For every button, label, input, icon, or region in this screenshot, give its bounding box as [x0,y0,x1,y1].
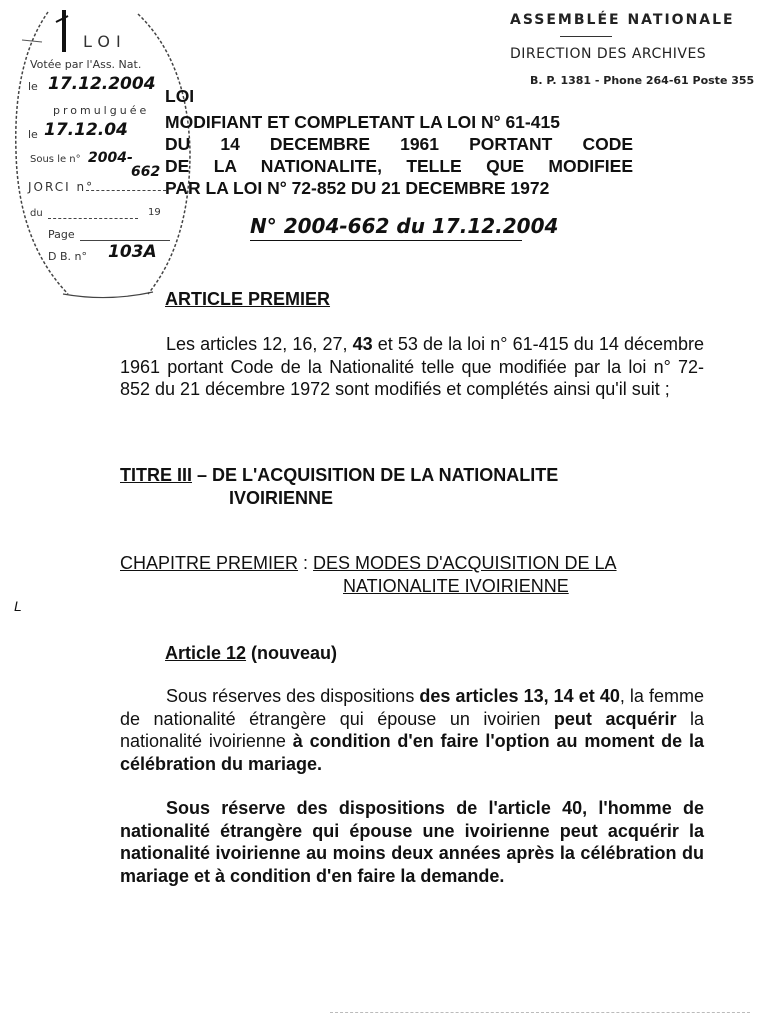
stamp-du-label: du [30,208,43,219]
header-direction: DIRECTION DES ARCHIVES [510,46,707,62]
stamp-vote-label: Votée par l'Ass. Nat. [30,58,142,71]
article-12-heading [165,643,337,664]
title-line-4: DE LA NATIONALITE, TELLE QUE MODIFIEE [165,156,633,176]
stamp-db-value: 103A [108,242,157,262]
stamp-vote-prefix: le [28,80,38,93]
chapitre-heading [120,553,617,574]
article-premier-text-b: et 53 de la loi n° 61-415 du 14 décembre 1961 portant Code de la Nationalité telle que modifiée par la loi n° 72-852 du 21 décembre 1972 sont modifiés et complétés ainsi qu'il suit ; [120,334,704,399]
stamp-du-line [48,218,138,219]
chapitre-text-line-1: DES MODES D'ACQUISITION DE LA [313,553,617,573]
stamp-promulgated-date: 17.12.04 [44,120,128,140]
chapitre-text-line-2: NATIONALITE IVOIRIENNE [343,576,569,596]
stamp-page-label: Page [48,228,75,241]
title-line-5: PAR LA LOI N° 72-852 DU 21 DECEMBRE 1972 [165,178,550,198]
article-premier-text-a: Les articles 12, 16, 27, [166,334,353,354]
stamp-du-year: 19 [148,207,161,218]
article-premier-text-bold: 43 [352,334,373,354]
scan-edge [330,1012,750,1013]
article-12-paragraph-2: Sous réserve des dispositions de l'article 40, l'homme de nationalité étrangère qui épouse une ivoirienne peut acquérir la nationalité ivoirienne au moins deux années après la célébration du mariage et à condition d'en faire la demande. [120,798,704,886]
stamp-number-value-1: 2004- [88,150,133,166]
article-premier-heading: ARTICLE PREMIER [165,289,331,309]
chapitre-separator: : [298,553,314,573]
a12-p1-text-c: , la femme de nationalité étrangère qui épouse un ivoirien [120,686,705,729]
article-12-label: Article 12 [165,643,247,663]
stamp-page-line [80,240,170,241]
titre-text-line-1: DE L'ACQUISITION DE LA NATIONALITE [212,465,559,485]
stamp-number-label: Sous le n° [30,154,81,165]
header-divider [560,36,612,37]
article-12-suffix: (nouveau) [246,643,338,663]
a12-p1-text-e: la nationalité ivoirienne [120,708,705,751]
titre-text-line-2: IVOIRIENNE [229,488,334,508]
a12-p1-bold-b: des articles 13, 14 et 40 [419,686,620,706]
titre-dash: – [192,465,213,485]
titre-heading [120,465,558,486]
stamp-number-value-2: 662 [131,164,161,180]
title-line-2: MODIFIANT ET COMPLETANT LA LOI N° 61-415 [165,112,560,132]
handwritten-law-number: N° 2004-662 du 17.12.2004 [250,214,559,238]
stamp-jorci-label: JORCI n° [28,180,95,194]
stamp-jorci-line [86,190,166,191]
a12-p1-bold-d: peut acquérir [553,708,677,729]
chapitre-label: CHAPITRE PREMIER [120,553,299,573]
handwritten-underline [250,240,522,241]
header-contact: B. P. 1381 - Phone 264-61 Poste 355 [530,74,755,87]
stamp-promulgated-label: promulguée [53,104,150,117]
stamp-title: LOI [83,32,127,51]
a12-p1-bold-f: à condition d'en faire l'option au moment de la célébration du mariage. [120,731,704,774]
a12-p1-text-a: Sous réserves des dispositions [166,686,420,706]
titre-label: TITRE III [120,465,192,485]
title-line-3: DU 14 DECEMBRE 1961 PORTANT CODE [165,134,633,154]
stamp-db-label: D B. n° [48,250,87,263]
title-line-1: LOI [165,86,195,106]
article-12-paragraph-1 [120,685,704,775]
margin-mark: L [14,598,22,614]
stamp-vote-date: 17.12.2004 [48,74,156,94]
article-premier-paragraph [120,333,704,401]
header-org: ASSEMBLÉE NATIONALE [510,12,735,28]
stamp-promulgated-prefix: le [28,128,38,141]
